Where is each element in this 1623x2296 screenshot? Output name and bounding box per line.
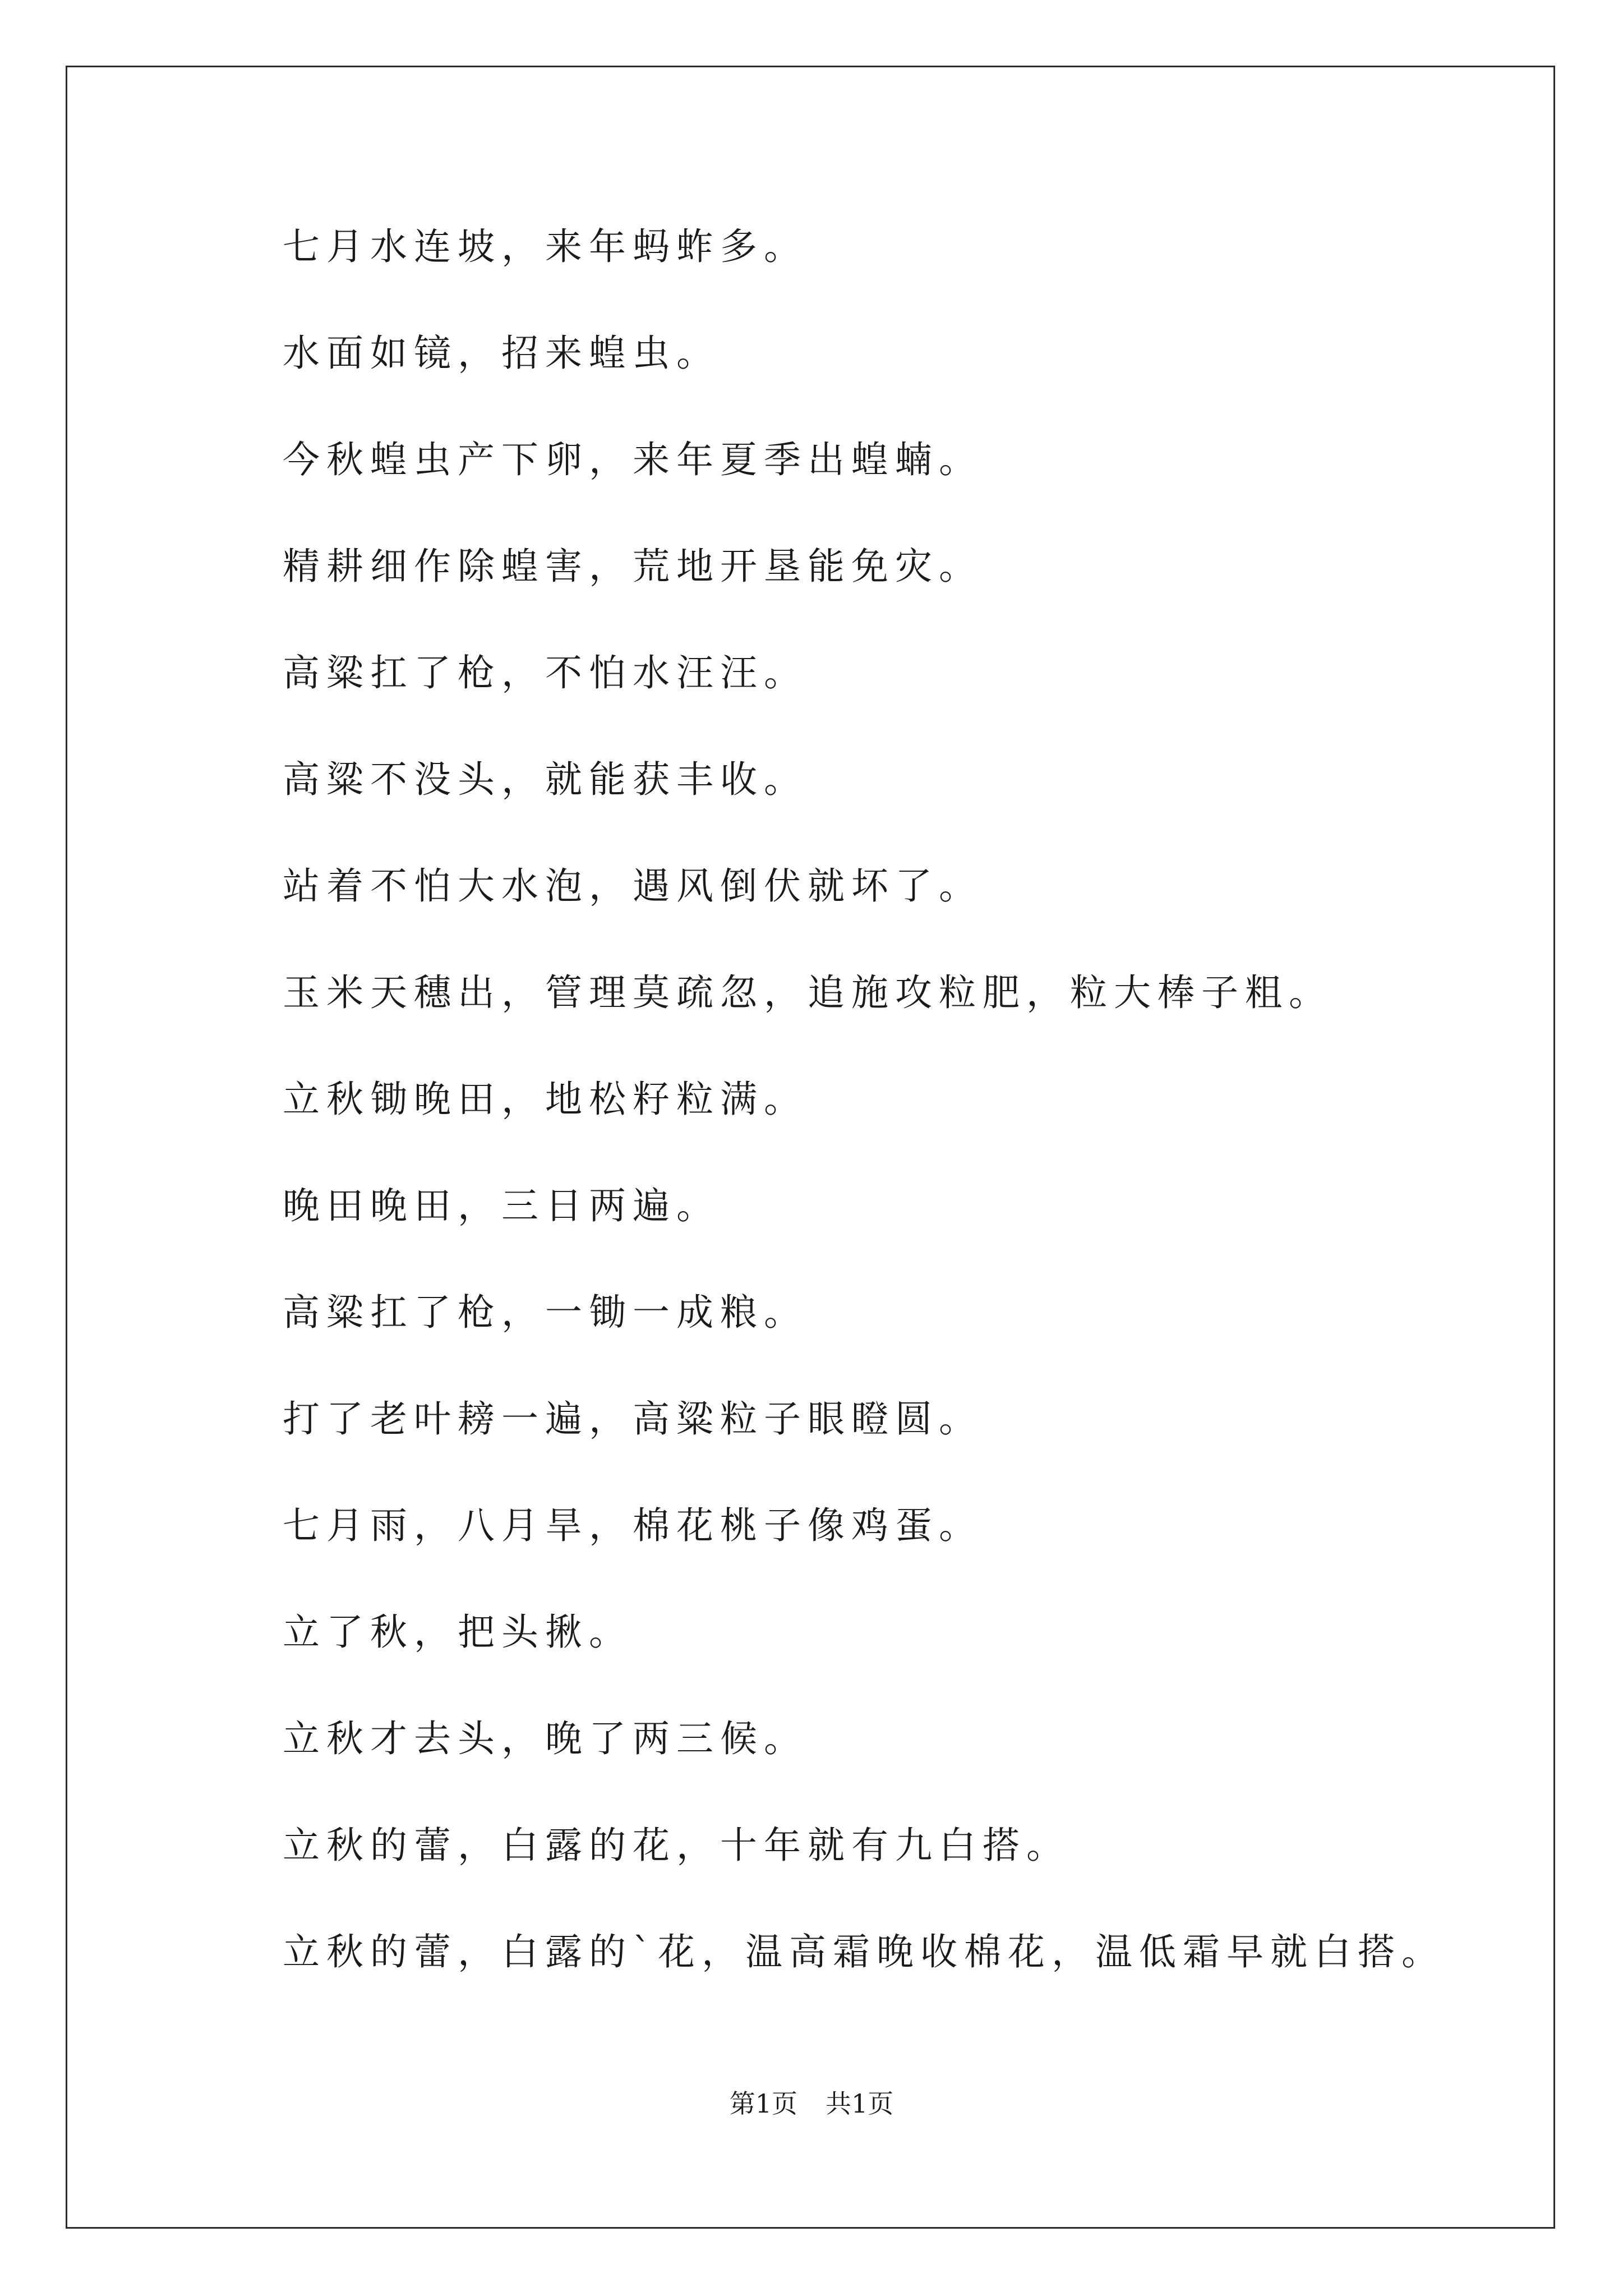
page-number-current: 第1页: [729, 2088, 797, 2119]
text-line: 打了老叶耪一遍，高粱粒子眼瞪圆。: [283, 1397, 983, 1441]
text-line: 玉米天穗出，管理莫疏忽，追施攻粒肥，粒大棒子粗。: [283, 971, 1332, 1014]
text-line: 七月水连坡，来年蚂蚱多。: [283, 225, 808, 268]
text-line: 晚田晚田，三日两遍。: [283, 1184, 720, 1227]
document-body: [283, 219, 1516, 2031]
text-line: 站着不怕大水泡，遇风倒伏就坏了。: [283, 864, 983, 908]
text-line: 立秋锄晚田，地松籽粒满。: [283, 1078, 808, 1121]
text-line: 高粱不没头，就能获丰收。: [283, 758, 808, 801]
text-line: 高粱扛了枪，不怕水汪汪。: [283, 651, 808, 694]
text-line: 水面如镜，招来蝗虫。: [283, 332, 720, 375]
text-line: 七月雨，八月旱，棉花桃子像鸡蛋。: [283, 1504, 983, 1547]
text-line: 立秋的蕾，白露的`花，温高霜晚收棉花，温低霜早就白搭。: [283, 1930, 1445, 1973]
page-number-total: 共1页: [826, 2088, 894, 2119]
text-line: 立了秋，把头揪。: [283, 1611, 633, 1654]
page-footer: [0, 2087, 1623, 2120]
text-line: 立秋的蕾，白露的花，十年就有九白搭。: [283, 1824, 1070, 1867]
text-line: 高粱扛了枪，一锄一成粮。: [283, 1291, 808, 1334]
text-line: 精耕细作除蝗害，荒地开垦能免灾。: [283, 545, 983, 588]
text-line: 立秋才去头，晚了两三候。: [283, 1717, 808, 1760]
text-line: 今秋蝗虫产下卵，来年夏季出蝗蝻。: [283, 438, 983, 481]
